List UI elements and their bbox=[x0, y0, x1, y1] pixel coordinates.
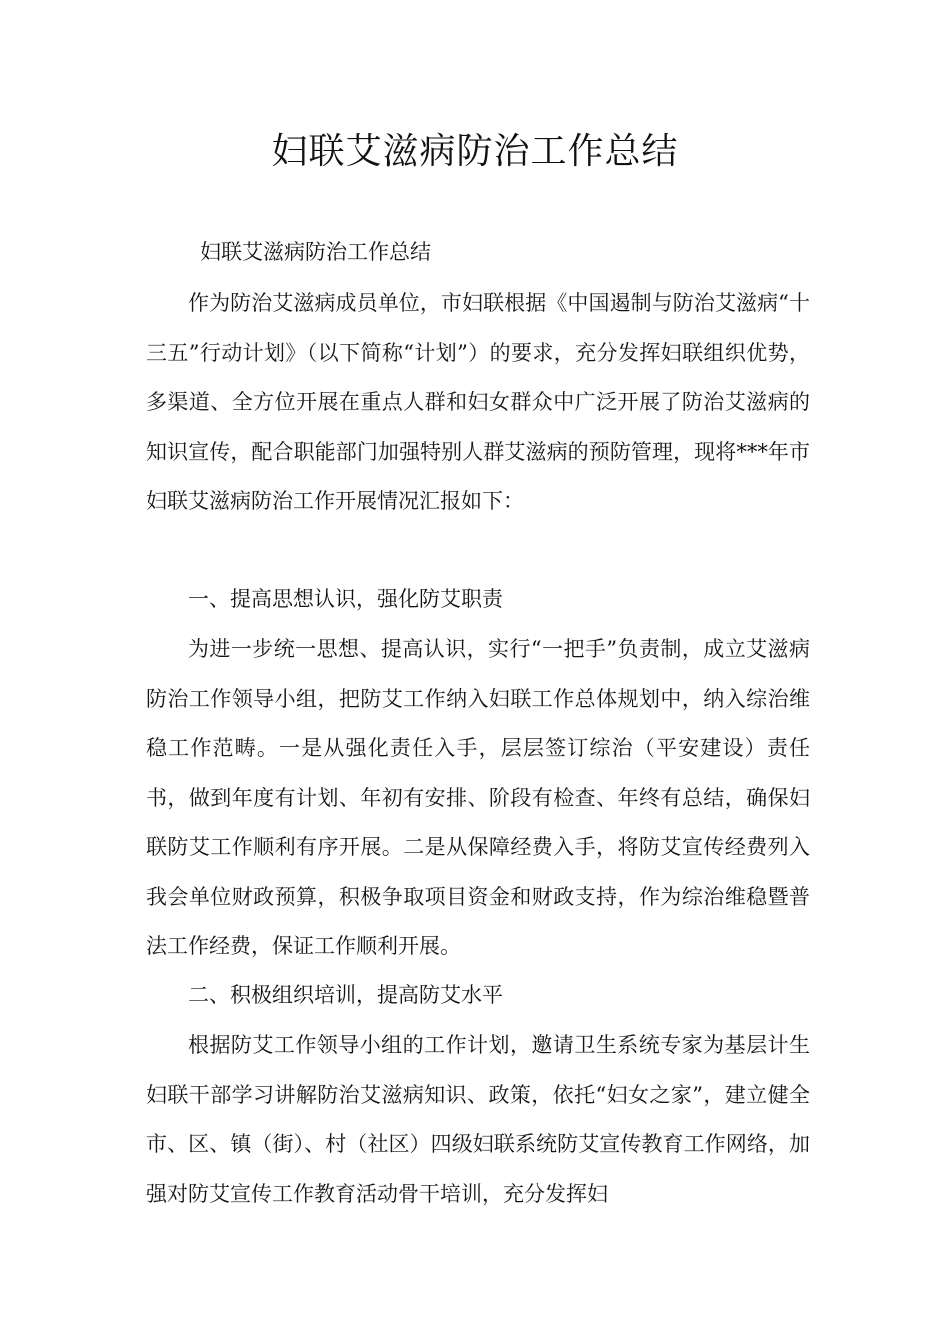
section-1-heading: 一、提高思想认识，强化防艾职责 bbox=[188, 587, 503, 611]
document-title: 妇联艾滋病防治工作总结 bbox=[271, 131, 679, 172]
section-1-paragraph: 为进一步统一思想、提高认识，实行“一把手”负责制，成立艾滋病防治工作领导小组，把防艾工作纳入妇联工作总体规划中，纳入综治维稳工作范畴。一是从强化责任入手，层层签订综治（平安建设）责任书，做到年度有计划、年初有安排、阶段有检查、年终有总结，确保妇联防艾工作顺利有序开展。二是从保障经费入手，将防艾宣传经费列入我会单位财政预算，积极争取项目资金和财政支持，作为综治维稳暨普法工作经费，保证工作顺利开展。 bbox=[146, 637, 810, 958]
section-2-paragraph: 根据防艾工作领导小组的工作计划，邀请卫生系统专家为基层计生妇联干部学习讲解防治艾滋病知识、政策，依托“妇女之家”，建立健全市、区、镇（街）、村（社区）四级妇联系统防艾宣传教育工作网络，加强对防艾宣传工作教育活动骨干培训，充分发挥妇 bbox=[146, 1033, 810, 1206]
document-subtitle: 妇联艾滋病防治工作总结 bbox=[200, 240, 431, 264]
intro-paragraph: 作为防治艾滋病成员单位，市妇联根据《中国遏制与防治艾滋病“十三五”行动计划》（以下简称“计划”）的要求，充分发挥妇联组织优势，多渠道、全方位开展在重点人群和妇女群众中广泛开展了防治艾滋病的知识宣传，配合职能部门加强特别人群艾滋病的预防管理，现将***年市妇联艾滋病防治工作开展情况汇报如下： bbox=[146, 291, 810, 513]
section-2-heading: 二、积极组织培训，提高防艾水平 bbox=[188, 983, 503, 1007]
